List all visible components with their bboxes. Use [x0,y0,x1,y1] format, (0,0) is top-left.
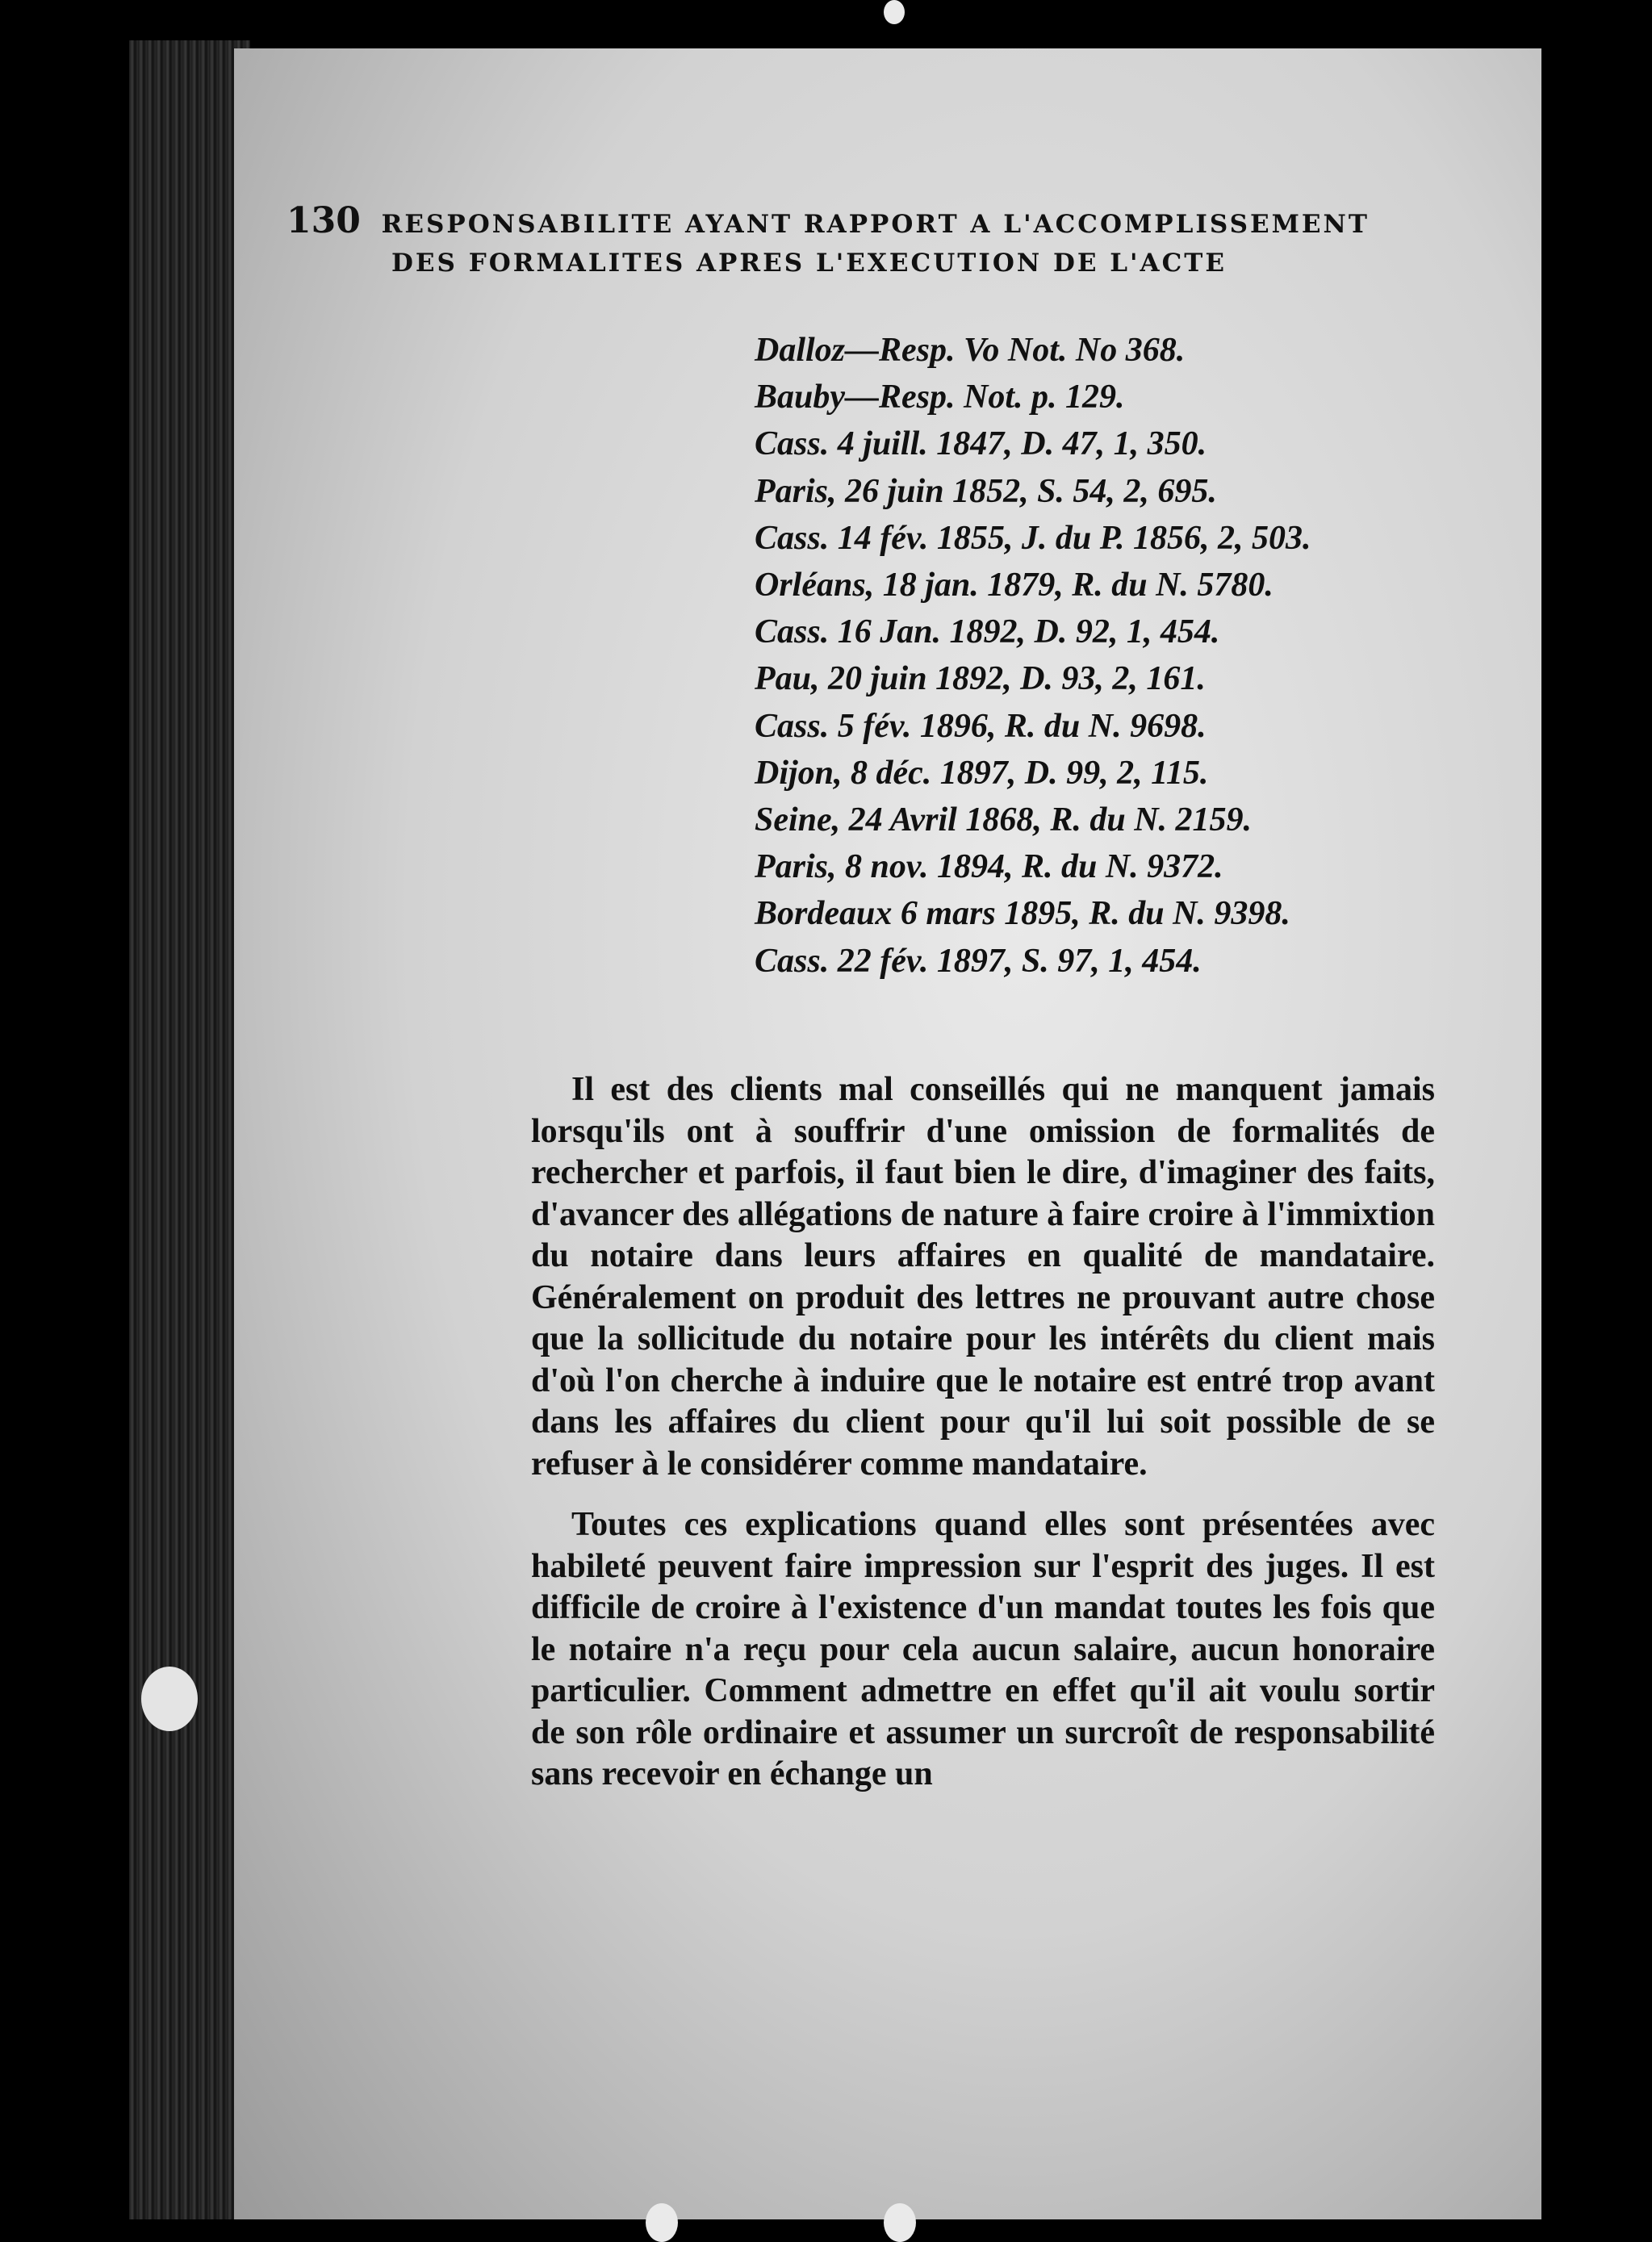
citation: Cass. 14 fév. 1855, J. du P. 1856, 2, 503. [755,519,1311,557]
paragraph: Il est des clients mal conseillés qui ne manquent jamais lorsqu'ils ont à souffrir d'une omission de formalités de rechercher et parfois, il faut bien le dire, d'imaginer des faits, d'avancer des allégations de nature à faire croire à l'immixtion du notaire dans leurs affaires en qualité de mandataire. Généralement on produit des lettres ne prouvant autre chose que la sollicitude du notaire pour les intérêts du client mais d'où l'on cherche à induire que le notaire est entré trop avant dans les affaires du client pour qu'il lui soit possible de se refuser à le considérer comme mandataire. [531,1071,1435,1483]
body-text [531,1069,1435,1815]
header-line-1 [286,200,1370,241]
citation: Cass. 5 fév. 1896, R. du N. 9698. [755,707,1207,745]
citation-list [755,327,1311,985]
scan-speck [884,2203,916,2242]
citation: Bordeaux 6 mars 1895, R. du N. 9398. [755,895,1290,933]
book-page-edges [129,40,250,2219]
header-title-line-2: DES FORMALITES APRES L'EXECUTION DE L'ACTE [391,249,1227,278]
header-title-line-1: RESPONSABILITE AYANT RAPPORT A L'ACCOMPLISSEMENT [381,210,1370,239]
paragraph: Toutes ces explications quand elles sont présentées avec habileté peuvent faire impression sur l'esprit des juges. Il est difficile de croire à l'existence d'un mandat toutes les fois que le notaire n'a reçu pour cela aucun salaire, aucun honoraire particulier. Comment admettre en effet qu'il ait voulu sortir de son rôle ordinaire et assumer un surcroît de responsabilité sans recevoir en échange un [531,1506,1435,1792]
citation: Orléans, 18 jan. 1879, R. du N. 5780. [755,567,1274,604]
citation: Pau, 20 juin 1892, D. 93, 2, 161. [755,660,1206,698]
scan-speck [141,1667,198,1731]
citation: Cass. 16 Jan. 1892, D. 92, 1, 454. [755,613,1220,651]
citation: Bauby—Resp. Not. p. 129. [755,379,1125,416]
citation: Paris, 26 juin 1852, S. 54, 2, 695. [755,472,1217,510]
header-line-2 [391,249,1227,278]
citation: Dalloz—Resp. Vo Not. No 368. [755,332,1186,369]
page-number: 130 [286,200,361,241]
citation: Dijon, 8 déc. 1897, D. 99, 2, 115. [755,754,1209,792]
citation: Paris, 8 nov. 1894, R. du N. 9372. [755,848,1223,886]
citation: Cass. 4 juill. 1847, D. 47, 1, 350. [755,425,1207,463]
scan-speck [646,2203,678,2242]
citation: Cass. 22 fév. 1897, S. 97, 1, 454. [755,942,1202,980]
citation: Seine, 24 Avril 1868, R. du N. 2159. [755,801,1253,839]
scan-speck [884,0,905,24]
